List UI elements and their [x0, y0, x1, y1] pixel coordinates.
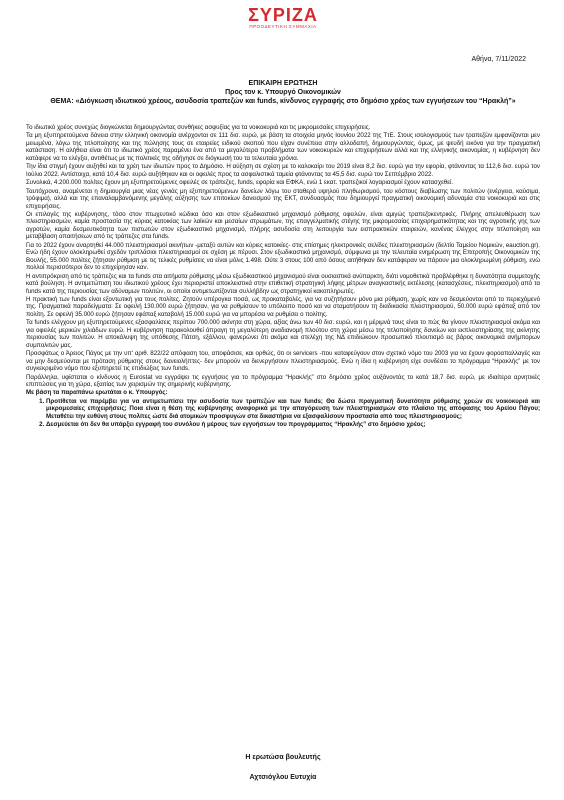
paragraph-7: Για το 2022 έχουν αναρτηθεί 44.000 πλειστηριασμοί ακινήτων -μεταξύ αυτών και κύριες κατοικίες- στις επίσημες ηλεκτρονικές σελίδες πλειστηριασμών (δελτίο Ταμείου Νομικών, eauction.gr). Ενώ ήδη έχουν ολοκληρωθεί σχεδόν τριπλάσιοι πλειστηριασμοί σε σχέση με πέρυσι. Στον εξωδικαστικό μηχανισμό, σύμφωνα με την τελευταία ενημέρωση της Επιτροπής Οικονομικών της Βουλής, 55.000 πολίτες ζήτησαν ρύθμιση με τις τελικές ρυθμίσεις να είναι μόλις 1.498. Ούτε 3 στους 100 από όσους αιτήθηκαν δεν κατάφεραν να πάρουν μια ολοκληρωμένη ρύθμιση, ενώ πολλοί περισσότεροι δεν το επιχείρησαν καν.: [26, 241, 540, 272]
paragraph-9: Η πρακτική των funds είναι εξοντωτική για τους πολίτες. Ζητούν υπέρογκα ποσά, ως προκαταβολές, για να συζητήσουν μόνο μια ρύθμιση, χωρίς καν να δεσμεύονται από το περιεχόμενό της. Πραγματικά παραδείγματα: Σε οφειλή 130.000 ευρώ ζήτησαν, για να ρυθμίσουν το υπόλοιπο ποσό και να σταματήσουν τη διαδικασία πλειστηριασμού, 50.000 ευρώ εφάπαξ από τον πολίτη. Σε οφειλή 35.000 ευρώ ζήτησαν εφάπαξ καταβολή 15.000 ευρώ για να μπορέσει να ρυθμίσει ο πολίτης.: [26, 295, 540, 318]
questions-intro: Με βάση τα παραπάνω ερωτάται ο κ. Υπουργός:: [26, 389, 168, 397]
document-body: [26, 124, 540, 430]
logo-text: ΣΥΡΙΖΑ: [248, 5, 318, 25]
document-date: Αθήνα, 7/11/2022: [471, 56, 526, 63]
paragraph-5: Ταυτόχρονα, αναμένεται η δημιουργία μιας νέας γενιάς μη εξυπηρετούμενων δανείων λόγω του σταθερά υψηλού πληθωρισμού, του κόστους διαβίωσης των πολιτών (ενέργεια, καύσιμα, τρόφιμα), αλλά και της επαναλαμβανόμενης μεγάλης αύξησης των επιτοκίων δανεισμού της ΕΚΤ, συνδυασμός που δημιουργεί πραγματική οικονομική αδυναμία στα νοικοκυριά και στις επιχειρήσεις.: [26, 187, 540, 210]
addressee: Προς τον κ. Υπουργό Οικονομικών: [225, 89, 341, 96]
paragraph-2: Τα μη εξυπηρετούμενα δάνεια στην ελληνική οικονομία ανέρχονται σε 111 δισ. ευρώ, με βάση τα στοιχεία μηνός Ιουνίου 2022 της ΤτΕ. Στους ισολογισμούς των τραπεζών εμφανίζονται μεν μειωμένα, λόγω της τιτλοποίησης και της πώλησης τους σε εταιρείες ειδικού σκοπού που είχαν συνέπεια στην αλλοδαπή, δημιουργώντας, όμως, με ψευδή εικόνα για την πραγματική κατάσταση. Η αλήθεια είναι ότι το ιδιωτικό χρέος παραμένει ένα από τα μεγαλύτερα προβλήματα των νοικοκυριών και επιχειρήσεων αλλά και της ελληνικής οικονομίας, η κυβέρνηση δεν κατάφερε να το ελέγξει, αντιθέτως με τις πολιτικές της οδήγησε σε διόγκωσή του τα τελευταία χρόνια.: [26, 132, 540, 162]
party-logo: [228, 6, 338, 30]
paragraph-6: Οι επιλογές της κυβέρνησης, τόσο στον πτωχευτικό κώδικα όσο και στον εξωδικαστικό μηχανισμό ρύθμισης οφειλών, είναι αμιγώς τραπεζοκεντρικές. Πλήρης απελευθέρωση των πλειστηριασμών, καμία προστασία της κύριας κατοικίας των λαϊκών και μεσαίων στρωμάτων, της επαγγελματικής στέγης της μικρομεσαίας επιχειρηματικότητας και της αγροτικής γης των αγροτών, καμία δεσμευτικότητα των πιστωτών στον εξωδικαστικό μηχανισμό, πλήρης ασυδοσία στη λειτουργία των εισπρακτικών εταιρειών, κανένας έλεγχος στην τιτλοποίηση και μεταβίβαση απαιτήσεων από τις τράπεζες στα funds.: [26, 210, 540, 241]
question-1: 1. Προτίθεται να παρέμβει για να αντιμετωπίσει την ασυδοσία των τραπεζών και των funds; Θα δώσει πραγματική δυνατότητα ρύθμισης χρεών σε νοικοκυριά και μικρομεσαίες επιχειρήσεις; Ποια είναι η θέση της κυβέρνησης αναφορικά με την απαγόρευση των πλειστηριασμών στο πλαίσιο της απόφασης του Αρείου Πάγου; Μεταθέτει την ευθύνη στους πολίτες ώστε διά ατομικών προσφυγών στα δικαστήρια να εξασφαλίσουν προστασία από τους πλειστηριασμούς;: [46, 398, 540, 420]
paragraph-4: Συνολικά, 4.200.000 πολίτες έχουν μη εξυπηρετούμενες οφειλές σε τράπεζες, funds, εφορία και ΕΦΚΑ, ενώ 1 εκατ. τραπεζικοί λογαριασμοί έχουν κατασχεθεί.: [26, 179, 454, 187]
paragraph-12: Παράλληλα, υφίσταται ο κίνδυνος η Eurostat να εγγράψει τις εγγυήσεις για το πρόγραμμα “Ηρακλής” στο δημόσιο χρέος αυξάνοντάς το κατά 18,7 δισ. ευρώ, με ιδιαίτερα αρνητικές επιπτώσεις για τη χώρα, εξαιτίας των χειρισμών της σημερινής κυβέρνησης.: [26, 373, 540, 388]
paragraph-3: Την ίδια στιγμή έχουν αυξηθεί και τα χρέη των ιδιωτών προς το Δημόσιο. Η αύξηση σε σχέση με το καλοκαίρι του 2019 είναι 8,2 δισ. ευρώ για την εφορία, φτάνοντας τα 112,6 δισ. ευρώ τον Ιούλιο 2022. Αντίστοιχα, κατά 10,4 δισ. ευρώ αυξήθηκαν και οι οφειλές προς τα ασφαλιστικά ταμεία φτάνοντας τα 45,5 δισ. ευρώ τον Σεπτέμβριο 2022.: [26, 163, 540, 178]
document-type: ΕΠΙΚΑΙΡΗ ΕΡΩΤΗΣΗ: [248, 80, 318, 87]
paragraph-1: Το ιδιωτικό χρέος συνεχώς διογκώνεται δημιουργώντας συνθήκες ασφυξίας για τα νοικοκυριά και τις μικρομεσαίες επιχειρήσεις.: [26, 124, 371, 131]
question-2: 2. Δεσμεύεται ότι δεν θα υπάρξει εγγραφή του συνόλου ή μέρους των εγγυήσεων του προγράμματος “Ηρακλής” στο δημόσιο χρέος;: [46, 421, 540, 428]
paragraph-8: Η αντιπρόκριση από τις τράπεζες και τα funds στα αιτήματα ρύθμισης μέσω εξωδικαστικού μηχανισμού είναι ουσιαστικά ανύπαρκτη, διότι νομοθετικά προβλέφθηκε η δυνατότητα συμμετοχής κατά βούληση. Η αντιμετώπιση του ιδιωτικού χρέους έχει περιοριστεί αποκλειστικά στην επιθετική στρατηγική λήψης μέτρων αναγκαστικής εκτέλεσης (κατασχέσεις, πλειστηριασμοί) από τα funds κατά της περιουσίας των αδύναμων πολιτών, οι οποίοι αντιμετωπίζονται συλλήβδην ως στρατηγικοί κακοπληρωτές.: [26, 272, 540, 295]
paragraph-10: Τα funds ελέγχουν μη εξυπηρετούμενες εξασφαλίσεις περίπου 700.000 ακίνητα στη χώρα, αξίας άνω των 40 δισ. ευρώ, και η μέριμνά τους είναι το πώς θα γίνουν πλειστηριασμοί ακόμα και για οφειλές μερικών χιλιάδων ευρώ. Η κυβέρνηση παρακολουθεί άπραγη τη μεγαλύτερη αναδιανομή πλούτου στη χώρα μέσω της τιτλοποίησης δανείων και εκπλειστηρίασης της ακίνητης περιουσίας των πολιτών. Η αποκάλυψη της υπόθεσης Πάτση, εξάλλου, φανερώνει ότι ακόμα και στελέχη της ΝΔ επιδιώκουν προσωπικό πλουτισμό εις βάρος οικονομικά ανήμπορων συμπολιτών μας.: [26, 319, 540, 349]
questions-list: [26, 398, 540, 429]
paragraph-11: Προσφάτως ο Άρειος Πάγος με την υπ' αριθ. 822/22 απόφαση του, αποφάσισε, και ορθώς, ότι οι servicers -που καταφεύγουν στον σχετικό νόμο του 2003 για να έχουν φοροαπαλλαγές και να μην δεσμεύονται με πρόταση ρύθμισης στους δανειολήπτες- δεν μπορούν να διενεργήσουν πλειστηριασμούς. Ενώ η ίδια η κυβέρνηση είχε συνδέσει το πρόγραμμα “Ηρακλής” με τον συγκεκριμένο νόμο που εξυπηρετεί τις επιδιώξεις των funds.: [26, 350, 540, 373]
logo-subtitle: ΠΡΟΟΔΕΥΤΙΚΗ ΣΥΜΜΑΧΙΑ: [249, 24, 317, 29]
signature-role: Η ερωτώσα βουλευτής: [245, 754, 321, 761]
signature-name: Αχτσιόγλου Ευτυχία: [249, 774, 317, 781]
subject-line: ΘΕΜΑ: «Διόγκωση ιδιωτικού χρέους, ασυδοσία τραπεζών και funds, κίνδυνος εγγραφής στο δημόσιο χρέος των εγγυήσεων του “Ηρακλή”»: [50, 98, 516, 105]
